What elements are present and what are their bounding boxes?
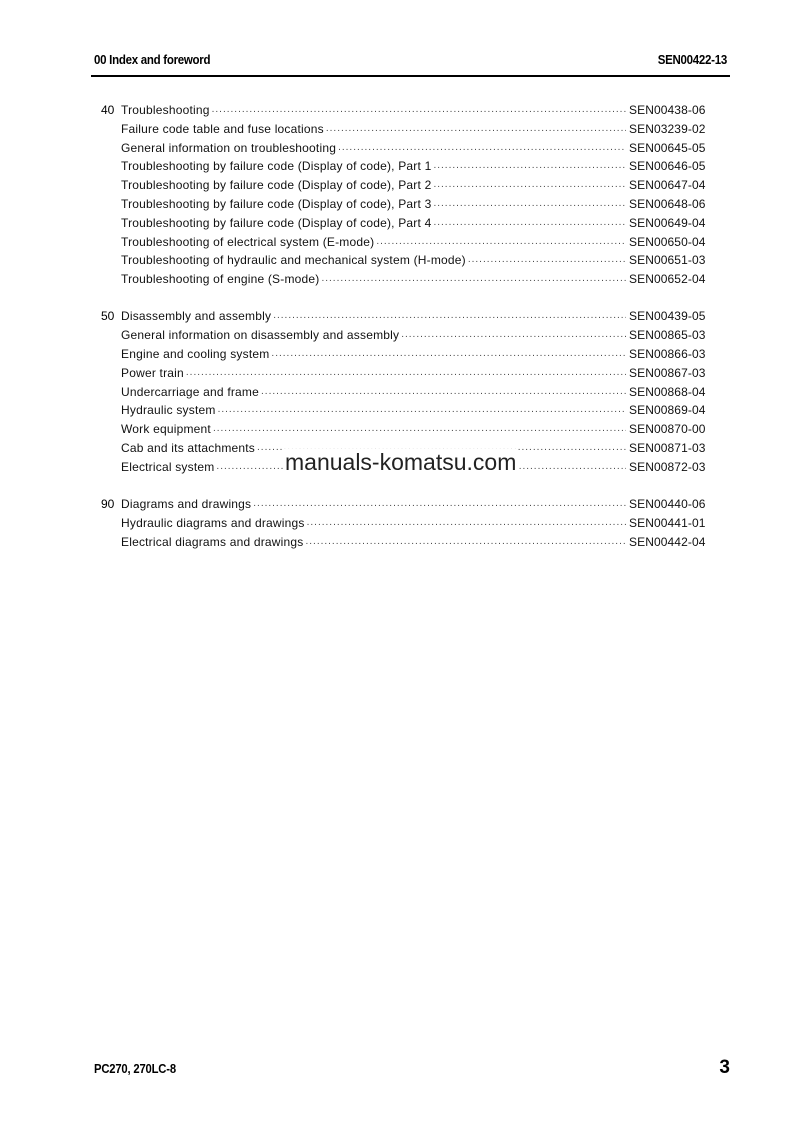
dot-leader (307, 514, 626, 533)
dot-leader (338, 139, 626, 158)
item-title: Troubleshooting of electrical system (E-mode) (121, 234, 375, 249)
section-title: Troubleshooting (121, 103, 210, 117)
item-title: Electrical diagrams and drawings (121, 534, 304, 549)
item-code: SEN00441-01 (629, 515, 706, 530)
section-title: 00 Index and foreword (94, 53, 211, 67)
item-title: Troubleshooting by failure code (Display of code), Part 2 (121, 178, 432, 193)
toc-item[interactable] (101, 157, 714, 176)
dot-leader (273, 307, 626, 326)
section-code: SEN00440-06 (629, 496, 706, 511)
item-code: SEN00870-00 (629, 422, 706, 437)
toc-item[interactable] (101, 401, 714, 420)
section-number: 50 (101, 309, 115, 324)
item-title: Troubleshooting by failure code (Display of code), Part 1 (121, 159, 432, 174)
item-title: Undercarriage and frame (121, 384, 260, 399)
item-title: Hydraulic diagrams and drawings (121, 515, 305, 530)
page-header (94, 53, 727, 69)
item-code: SEN00442-04 (629, 534, 706, 549)
toc-item[interactable] (101, 251, 714, 270)
toc-item[interactable] (101, 120, 714, 139)
dot-leader (433, 195, 626, 214)
item-code: SEN00652-04 (629, 272, 706, 287)
section-code: SEN00438-06 (629, 103, 706, 117)
item-title: Troubleshooting by failure code (Display of code), Part 3 (121, 196, 432, 211)
item-code: SEN00872-03 (629, 459, 706, 474)
dot-leader (401, 326, 626, 345)
item-code: SEN00645-05 (629, 140, 706, 155)
toc-item[interactable] (101, 139, 714, 158)
dot-leader (376, 233, 626, 252)
item-title: Troubleshooting of hydraulic and mechanical system (H-mode) (121, 253, 466, 268)
dot-leader (433, 157, 626, 176)
item-code: SEN03239-02 (629, 121, 706, 136)
model-label: PC270, 270LC-8 (94, 1062, 176, 1076)
item-code: SEN00871-03 (629, 440, 706, 455)
item-code: SEN00649-04 (629, 215, 706, 230)
dot-leader (218, 401, 626, 420)
dot-leader (213, 420, 626, 439)
item-title: Hydraulic system (121, 403, 216, 418)
toc-section-90[interactable] (101, 495, 714, 514)
item-code: SEN00651-03 (629, 253, 706, 268)
item-code: SEN00866-03 (629, 346, 706, 361)
item-title: Troubleshooting of engine (S-mode) (121, 272, 320, 287)
toc-item[interactable] (101, 345, 714, 364)
item-title: Power train (121, 365, 184, 380)
item-title: Cab and its attachments (121, 440, 256, 455)
item-code: SEN00648-06 (629, 196, 706, 211)
toc-item[interactable] (101, 364, 714, 383)
toc-section-50[interactable] (101, 307, 714, 326)
page-number: 3 (719, 1057, 730, 1078)
item-title: Work equipment (121, 422, 211, 437)
section-number: 40 (101, 103, 115, 117)
section-code: SEN00439-05 (629, 309, 706, 324)
table-of-contents (101, 101, 714, 551)
toc-item[interactable] (101, 176, 714, 195)
watermark: manuals-komatsu.com (285, 449, 517, 475)
section-title: Disassembly and assembly (121, 309, 272, 324)
dot-leader (186, 364, 626, 383)
document-code: SEN00422-13 (657, 53, 727, 67)
dot-leader (253, 495, 626, 514)
dot-leader (271, 345, 626, 364)
item-title: Troubleshooting by failure code (Display of code), Part 4 (121, 215, 432, 230)
item-title: General information on disassembly and assembly (121, 328, 400, 343)
item-code: SEN00867-03 (629, 365, 706, 380)
section-number: 90 (101, 496, 115, 511)
toc-item[interactable] (101, 383, 714, 402)
item-title: Failure code table and fuse locations (121, 121, 324, 136)
dot-leader (212, 101, 626, 120)
toc-item[interactable] (101, 514, 714, 533)
toc-item[interactable] (101, 326, 714, 345)
toc-item[interactable] (101, 420, 714, 439)
item-title: Electrical system (121, 459, 215, 474)
dot-leader (433, 214, 626, 233)
section-title: Diagrams and drawings (121, 496, 252, 511)
header-rule (91, 75, 730, 77)
dot-leader (468, 251, 626, 270)
item-code: SEN00865-03 (629, 328, 706, 343)
dot-leader (433, 176, 626, 195)
item-title: Engine and cooling system (121, 346, 270, 361)
item-code: SEN00647-04 (629, 178, 706, 193)
dot-leader (261, 383, 626, 402)
toc-item[interactable] (101, 233, 714, 252)
dot-leader (321, 270, 626, 289)
item-code: SEN00646-05 (629, 159, 706, 174)
toc-item[interactable] (101, 214, 714, 233)
item-code: SEN00868-04 (629, 384, 706, 399)
toc-item[interactable] (101, 270, 714, 289)
toc-item[interactable] (101, 533, 714, 552)
item-code: SEN00650-04 (629, 234, 706, 249)
item-code: SEN00869-04 (629, 403, 706, 418)
dot-leader (305, 533, 626, 552)
dot-leader (326, 120, 626, 139)
toc-item[interactable] (101, 195, 714, 214)
item-title: General information on troubleshooting (121, 140, 337, 155)
toc-section-40[interactable] (101, 101, 714, 120)
